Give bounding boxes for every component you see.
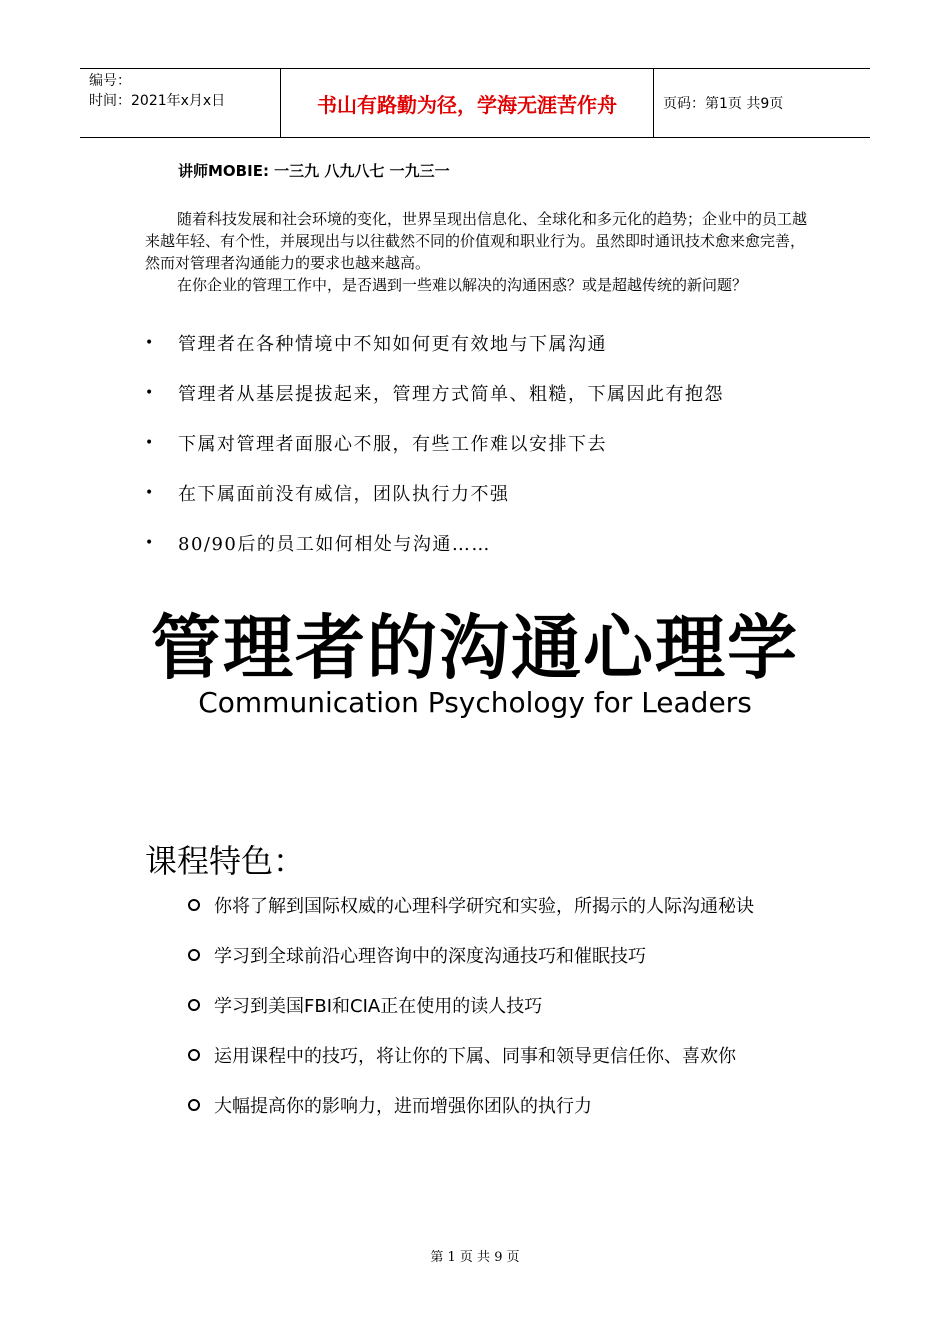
circle-bullet-icon xyxy=(188,1099,200,1111)
list-item: • 在下属面前没有威信，团队执行力不强 xyxy=(145,484,510,505)
page-header xyxy=(80,68,870,138)
page-footer: 第 1 页 共 9 页 xyxy=(430,1250,520,1265)
bullet-icon: • xyxy=(145,335,155,351)
lecturer-contact: 讲师MOBIE: 一三九 八九八七 一九三一 xyxy=(178,162,450,180)
circle-bullet-icon xyxy=(188,949,200,961)
bullet-icon: • xyxy=(145,435,155,451)
list-item: 运用课程中的技巧，将让你的下属、同事和领导更信任你、喜欢你 xyxy=(188,1030,754,1080)
features-list xyxy=(188,880,754,1130)
bullet-icon: • xyxy=(145,385,155,401)
header-page-label: 页码：第1页 共9页 xyxy=(663,96,784,112)
header-motto: 书山有路勤为径，学海无涯苦作舟 xyxy=(280,69,654,137)
header-meta xyxy=(80,69,280,137)
list-item: • 管理者在各种情境中不知如何更有效地与下属沟通 xyxy=(145,334,607,355)
bullet-icon: • xyxy=(145,535,155,551)
list-item: 大幅提高你的影响力，进而增强你团队的执行力 xyxy=(188,1080,754,1130)
circle-bullet-icon xyxy=(188,999,200,1011)
intro-paragraph-2: 在你企业的管理工作中，是否遇到一些难以解决的沟通困惑？或是超越传统的新问题？ xyxy=(177,276,748,294)
course-subtitle: Communication Psychology for Leaders xyxy=(198,686,752,719)
list-item: • 管理者从基层提拔起来，管理方式简单、粗糙，下属因此有抱怨 xyxy=(145,384,724,405)
problem-list xyxy=(145,318,845,568)
circle-bullet-icon xyxy=(188,1049,200,1061)
list-item: • 下属对管理者面服心不服，有些工作难以安排下去 xyxy=(145,434,607,455)
list-item: • 80/90后的员工如何相处与沟通…… xyxy=(145,534,491,555)
course-title: 管理者的沟通心理学 xyxy=(151,607,799,689)
list-item: 学习到全球前沿心理咨询中的深度沟通技巧和催眠技巧 xyxy=(188,930,754,980)
doc-date-label: 时间：2021年x月x日 xyxy=(89,93,226,109)
intro-paragraph-1: 随着科技发展和社会环境的变化，世界呈现出信息化、全球化和多元化的趋势；企业中的员工越来越年轻、有个性，并展现出与以往截然不同的价值观和职业行为。虽然即时通讯技术愈来愈完善，然而对管理者沟通能力的要求也越来越高。 xyxy=(145,210,808,272)
list-item: 你将了解到国际权威的心理科学研究和实验，所揭示的人际沟通秘诀 xyxy=(188,880,754,930)
circle-bullet-icon xyxy=(188,899,200,911)
bullet-icon: • xyxy=(145,485,155,501)
list-item: 学习到美国FBI和CIA正在使用的读人技巧 xyxy=(188,980,754,1030)
intro-text xyxy=(145,208,810,296)
features-heading: 课程特色： xyxy=(145,842,306,880)
doc-number-label: 编号： xyxy=(89,73,131,89)
